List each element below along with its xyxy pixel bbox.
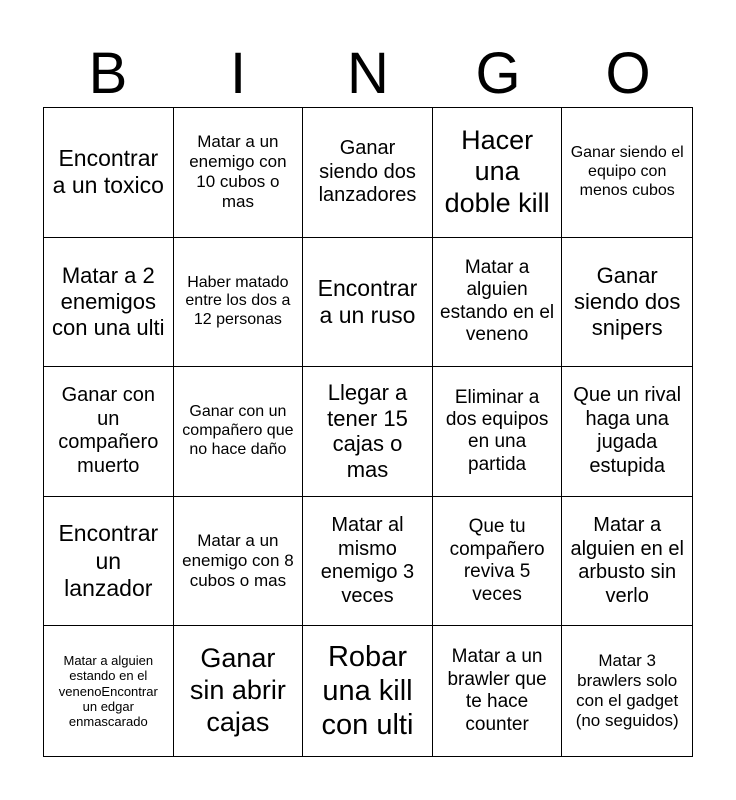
bingo-cell[interactable]: Llegar a tener 15 cajas o mas <box>303 367 433 497</box>
bingo-cell[interactable]: Matar al mismo enemigo 3 veces <box>303 497 433 627</box>
header-letter-o: O <box>605 41 651 106</box>
header-letter-i: I <box>229 41 247 106</box>
header-letter-g: G <box>475 41 521 106</box>
bingo-cell[interactable]: Ganar siendo el equipo con menos cubos <box>562 108 692 238</box>
bingo-cell[interactable]: Encontrar un lanzador <box>44 497 174 627</box>
bingo-cell[interactable]: Encontrar a un ruso <box>303 238 433 368</box>
bingo-cell[interactable]: Matar a alguien en el arbusto sin verlo <box>562 497 692 627</box>
bingo-cell[interactable]: Ganar siendo dos snipers <box>562 238 692 368</box>
bingo-cell[interactable]: Que un rival haga una jugada estupida <box>562 367 692 497</box>
bingo-cell[interactable]: Robar una kill con ulti <box>303 626 433 756</box>
bingo-cell[interactable]: Encontrar a un toxico <box>44 108 174 238</box>
bingo-cell[interactable]: Matar a alguien estando en el veneno <box>433 238 563 368</box>
bingo-cell[interactable]: Ganar sin abrir cajas <box>174 626 304 756</box>
bingo-header <box>43 40 693 108</box>
bingo-cell[interactable]: Matar a alguien estando en el venenoEncontrar un edgar enmascarado <box>44 626 174 756</box>
header-letter-b: B <box>88 41 128 106</box>
bingo-cell[interactable]: Matar a un enemigo con 8 cubos o mas <box>174 497 304 627</box>
header-letter-n: N <box>347 41 389 106</box>
bingo-cell[interactable]: Matar a un brawler que te hace counter <box>433 626 563 756</box>
bingo-cell[interactable]: Matar a un enemigo con 10 cubos o mas <box>174 108 304 238</box>
bingo-cell[interactable]: Ganar con un compañero que no hace daño <box>174 367 304 497</box>
bingo-cell[interactable]: Matar 3 brawlers solo con el gadget (no seguidos) <box>575 651 679 731</box>
bingo-cell[interactable]: Ganar siendo dos lanzadores <box>303 108 433 238</box>
bingo-card <box>43 107 693 757</box>
bingo-cell[interactable]: Eliminar a dos equipos en una partida <box>433 367 563 497</box>
bingo-cell[interactable]: Que tu compañero reviva 5 veces <box>433 497 563 627</box>
bingo-cell[interactable]: Matar a 2 enemigos con una ulti <box>44 238 174 368</box>
bingo-cell[interactable]: Haber matado entre los dos a 12 personas <box>174 238 304 368</box>
bingo-cell[interactable]: Hacer una doble kill <box>433 108 563 238</box>
bingo-cell[interactable]: Ganar con un compañero muerto <box>44 367 174 497</box>
